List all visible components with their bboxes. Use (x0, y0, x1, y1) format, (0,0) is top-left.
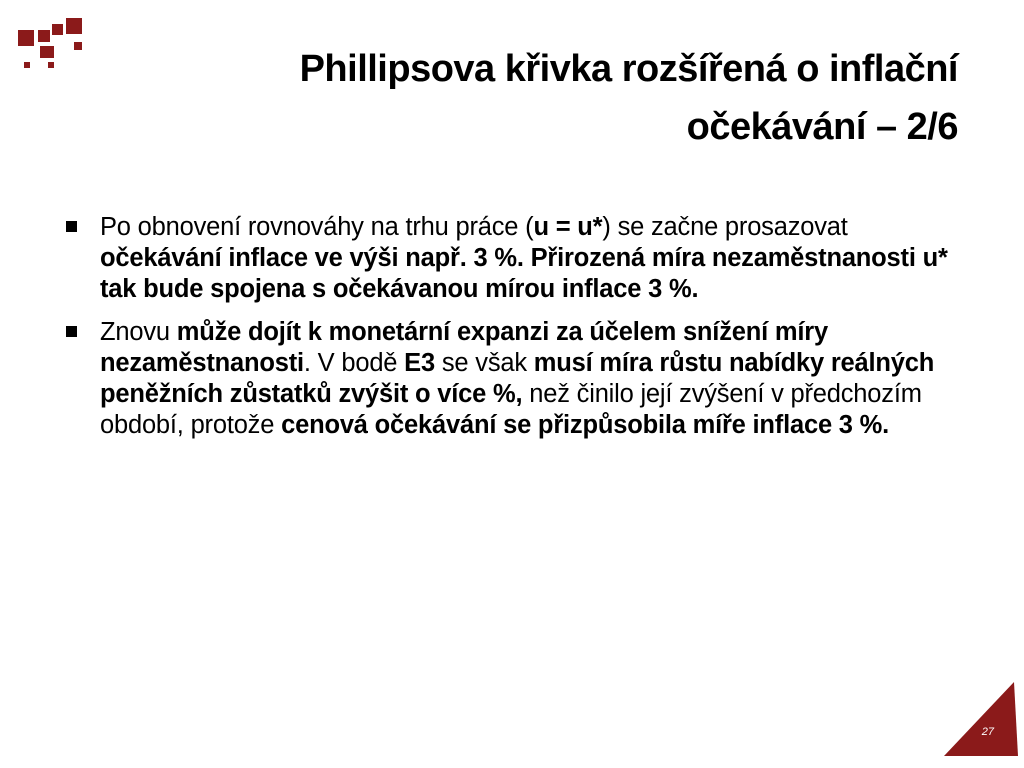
bullet-item (62, 212, 972, 305)
bullet-text: ) se začne prosazovat (602, 213, 848, 241)
bullet-item (62, 317, 972, 441)
bullet-list (62, 212, 972, 453)
bullet-text-bold: může dojít k monetární expanzi za účelem snížení míry nezaměstnanosti (100, 318, 828, 377)
slide-title-line-2: očekávání – 2/6 (686, 106, 958, 148)
bullet-text-bold: E3 (404, 349, 435, 377)
slide-title-line-1: Phillipsova křivka rozšířená o inflační (299, 48, 958, 90)
page-number: 27 (981, 726, 994, 738)
slide-title (138, 40, 958, 156)
square-bullet-icon (66, 326, 77, 337)
square-bullet-icon (66, 221, 77, 232)
bullet-text-bold: cenová očekávání se přizpůsobila míře inflace 3 %. (281, 411, 890, 439)
bullet-text: . V bodě (303, 349, 405, 377)
bullet-text-bold: očekávání inflace ve výši např. 3 %. Přirozená míra nezaměstnanosti u* tak bude spojena s očekávanou mírou inflace 3 %. (100, 244, 948, 303)
bullet-text: Po obnovení rovnováhy na trhu práce ( (100, 213, 534, 241)
bullet-text: než činilo její zvýšení v předchozím období, protože (100, 380, 922, 439)
logo-squares-icon (18, 16, 88, 72)
bullet-text-bold: musí míra růstu nabídky reálných peněžních zůstatků zvýšit o více %, (100, 349, 935, 408)
page-number-triangle-icon (942, 680, 1020, 758)
bullet-text: se však (434, 349, 534, 377)
bullet-text-bold: u = u* (533, 213, 603, 241)
bullet-text: Znovu (100, 318, 177, 346)
